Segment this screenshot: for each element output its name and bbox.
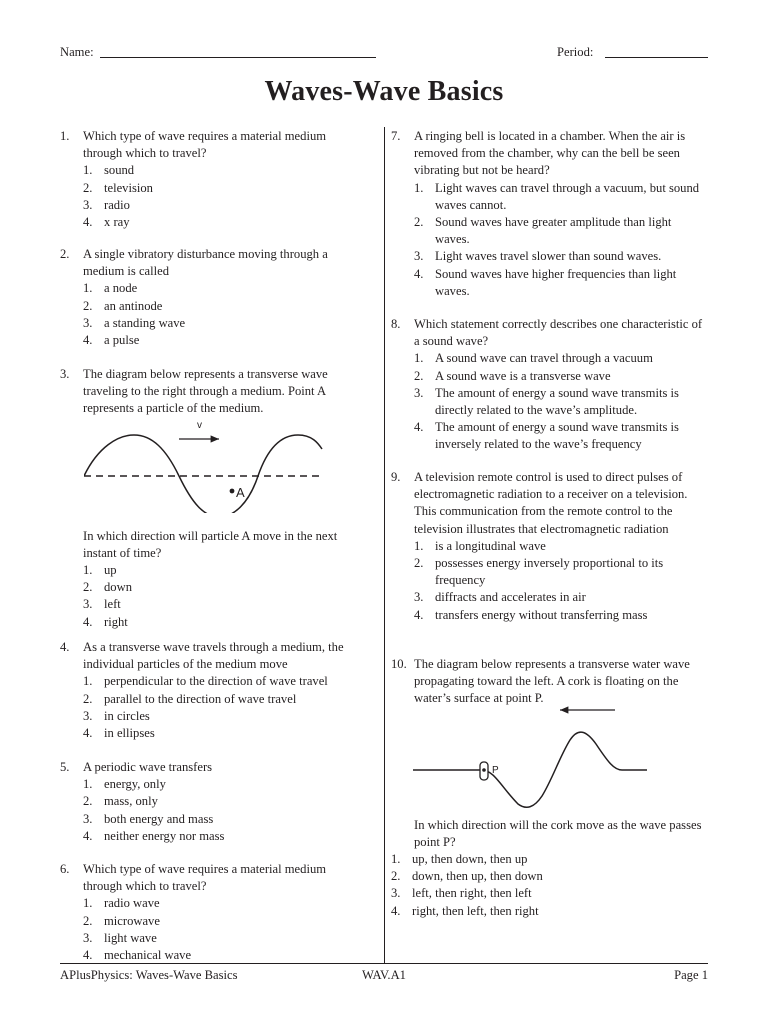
question-number: 7.: [391, 129, 401, 143]
question-7: [391, 128, 709, 300]
answer-option: 1. radio wave: [83, 896, 160, 911]
period-label: Period:: [557, 45, 594, 59]
question-5: [60, 759, 365, 845]
answer-option: 4. right, then left, then right: [391, 903, 539, 918]
answer-option: 4. mechanical wave: [83, 948, 192, 963]
answer-option: 2. mass, only: [83, 794, 158, 809]
answer-option: 4. Sound waves have higher frequencies than light waves.: [414, 266, 677, 298]
answer-option: 3. diffracts and accelerates in air: [414, 590, 586, 605]
answer-option: 1. a node: [83, 281, 138, 296]
question-number: 6.: [60, 862, 70, 876]
question-text: Which type of wave requires a material medium through which to travel?: [83, 129, 327, 161]
name-label: Name:: [60, 45, 94, 59]
question-text: A single vibratory disturbance moving through a medium is called: [83, 247, 328, 279]
name-field[interactable]: [100, 57, 376, 58]
answer-option: 4. x ray: [83, 215, 130, 230]
water-wave-curve: [413, 732, 647, 807]
question-text: A ringing bell is located in a chamber. When the air is removed from the chamber, why can the bell be seen vibrating but not be heard?: [414, 129, 686, 178]
footer-page-number: Page 1: [674, 968, 708, 982]
answer-option: 4. right: [83, 614, 128, 629]
point-a-marker: [230, 489, 235, 494]
question-text: Which type of wave requires a material medium through which to travel?: [83, 862, 327, 894]
question-text: A periodic wave transfers: [83, 760, 213, 774]
answer-option: 1. energy, only: [83, 777, 166, 792]
footer-source: APlusPhysics: Waves-Wave Basics: [60, 968, 238, 982]
answer-option: 3. light wave: [83, 930, 157, 945]
question-8: [391, 316, 709, 454]
question-number: 9.: [391, 470, 401, 484]
answer-option: 1. is a longitudinal wave: [414, 538, 546, 553]
answer-option: 4. transfers energy without transferring mass: [414, 607, 648, 622]
velocity-label: v: [197, 420, 202, 431]
question-followup: In which direction will particle A move in the next instant of time?: [83, 528, 338, 560]
answer-option: 2. microwave: [83, 913, 160, 928]
page-title: Waves-Wave Basics: [264, 76, 504, 107]
answer-option: 4. neither energy nor mass: [83, 828, 225, 843]
point-p-label: P: [492, 765, 499, 776]
column-divider: [384, 127, 385, 963]
question-number: 10.: [391, 657, 407, 671]
answer-option: 2. down: [83, 580, 132, 595]
question-text: The diagram below represents a transverse wave traveling to the right through a medium. Point A represents a particle of the medium.: [83, 367, 328, 416]
question-text: As a transverse wave travels through a medium, the individual particles of the medium move: [83, 640, 344, 672]
answer-option: 1. Light waves can travel through a vacuum, but sound waves cannot.: [414, 180, 700, 212]
answer-option: 4. a pulse: [83, 333, 140, 348]
answer-option: 2. A sound wave is a transverse wave: [414, 368, 611, 383]
answer-option: 3. Light waves travel slower than sound waves.: [414, 249, 662, 264]
question-1: [60, 128, 365, 231]
answer-option: 1. A sound wave can travel through a vacuum: [414, 351, 653, 366]
question-followup: In which direction will the cork move as the wave passes point P?: [414, 817, 702, 849]
question-number: 5.: [60, 760, 70, 774]
question-number: 2.: [60, 247, 70, 261]
question-4: [60, 639, 365, 742]
answer-option: 4. in ellipses: [83, 726, 155, 741]
question-text: A television remote control is used to direct pulses of electromagnetic radiation to a receiver on a television. This communication from the remote control to the television illustrates that electromagnetic radiation: [414, 470, 688, 536]
answer-option: 2. Sound waves have greater amplitude than light waves.: [414, 215, 672, 247]
question-number: 1.: [60, 129, 70, 143]
question-2: [60, 246, 365, 349]
answer-option: 2. television: [83, 180, 153, 195]
period-field[interactable]: [605, 57, 708, 58]
transverse-wave-diagram: [84, 413, 324, 513]
question-6: [60, 861, 365, 964]
answer-option: 3. The amount of energy a sound wave transmits is directly related to the wave’s amplitude.: [414, 385, 679, 418]
answer-option: 2. parallel to the direction of wave travel: [83, 691, 297, 706]
answer-option: 1. perpendicular to the direction of wave travel: [83, 674, 328, 689]
answer-option: 2. down, then up, then down: [391, 869, 543, 884]
answer-option: 1. up: [83, 563, 117, 578]
answer-option: 3. a standing wave: [83, 315, 186, 330]
footer-rule: [60, 963, 708, 964]
point-a-label: A: [236, 485, 245, 500]
answer-option: 3. in circles: [83, 708, 150, 723]
wave-curve: [84, 435, 322, 513]
question-number: 8.: [391, 317, 401, 331]
question-number: 3.: [60, 367, 70, 381]
answer-option: 1. up, then down, then up: [391, 852, 528, 867]
answer-option: 3. both energy and mass: [83, 811, 214, 826]
question-text: Which statement correctly describes one characteristic of a sound wave?: [414, 317, 703, 349]
answer-option: 2. an antinode: [83, 298, 163, 313]
water-wave-diagram: [410, 700, 655, 810]
question-text: The diagram below represents a transverse water wave propagating toward the left. A cork is floating on the water’s surface at point P.: [414, 657, 690, 706]
answer-option: 3. left: [83, 597, 121, 612]
question-9: [391, 469, 709, 624]
answer-option: 2. possesses energy inversely proportional to its frequency: [414, 556, 664, 588]
footer-code: WAV.A1: [362, 968, 406, 982]
answer-option: 3. radio: [83, 197, 130, 212]
answer-option: 4. The amount of energy a sound wave transmits is inversely related to the wave’s frequency: [414, 420, 679, 452]
answer-option: 3. left, then right, then left: [391, 886, 532, 901]
answer-option: 1. sound: [83, 163, 135, 178]
question-number: 4.: [60, 640, 70, 654]
point-p-dot: [482, 768, 486, 772]
